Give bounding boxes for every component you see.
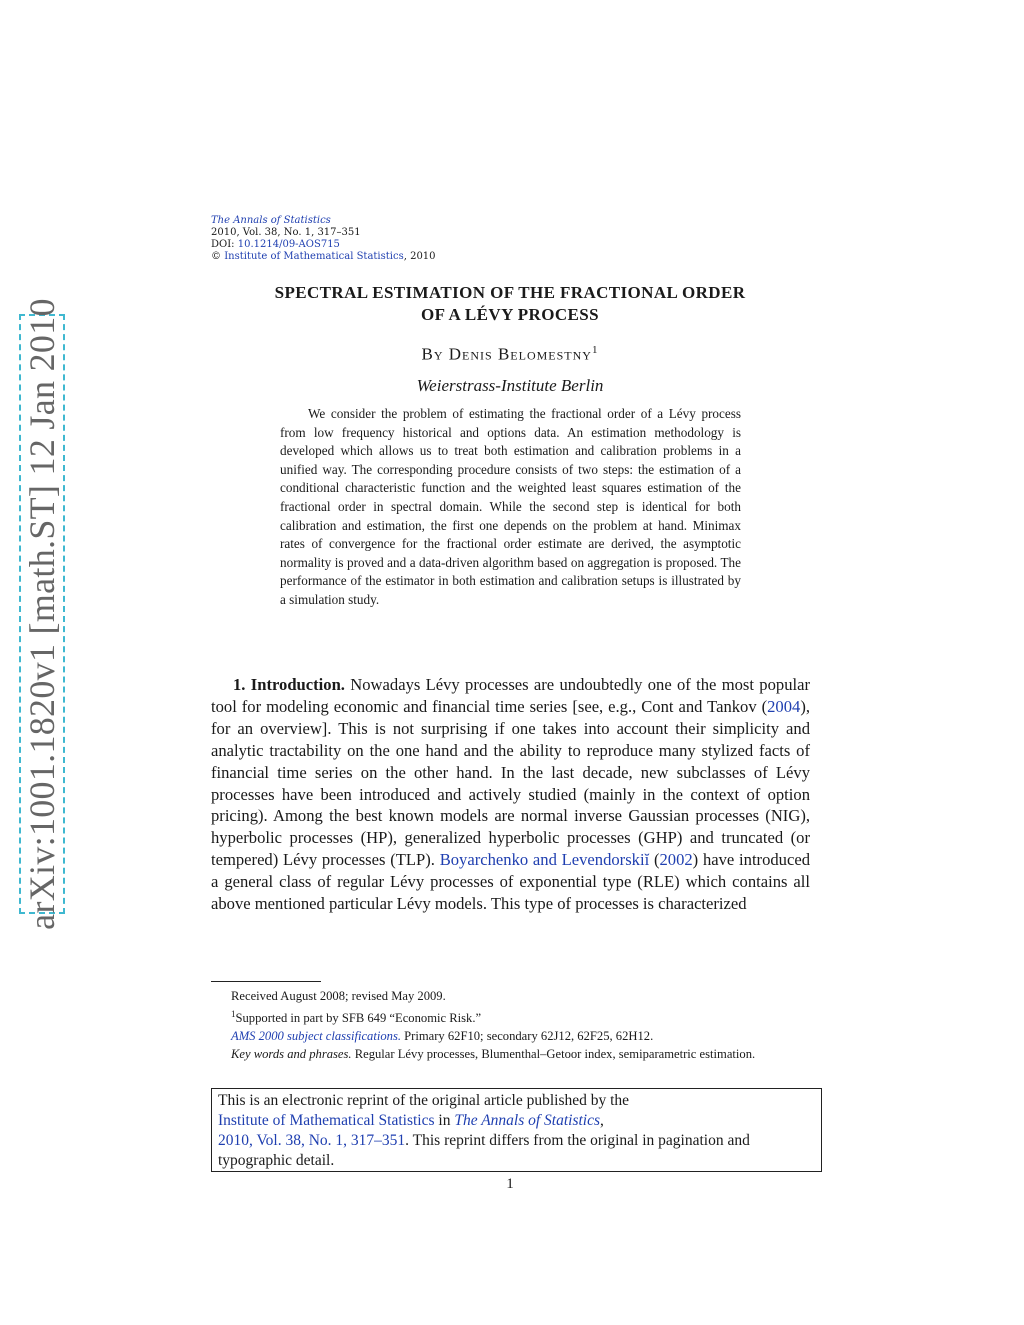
reprint-notice-box [211, 1088, 822, 1172]
support-footnote-mark: 1 [231, 1009, 236, 1019]
abstract-text: We consider the problem of estimating the fractional order of a Lévy process from low frequency historical and options data. An estimation methodology is developed which allows us to treat both estimation and calibration problems in a unified way. The corresponding procedure consists of two steps: the estimation of a conditional characteristic function and the weighted least squares estimation of the fractional order in spectral domain. While the second step is identical for both calibration and estimation, the first one depends on the problem at hand. Minimax rates of convergence for the fractional order estimate are derived, the asymptotic normality is proved and a data-driven algorithm based on aggregation is proposed. The performance of the estimator in both estimation and calibration setups is illustrated by a simulation study. [280, 406, 741, 607]
citation-link-2002[interactable]: 2002 [659, 850, 693, 870]
title-line-1: SPECTRAL ESTIMATION OF THE FRACTIONAL ORDER [274, 283, 746, 302]
ams-classification-link[interactable]: AMS 2000 subject classifications. [231, 1029, 401, 1044]
journal-name-link[interactable]: The Annals of Statistics [211, 215, 331, 226]
doi-link[interactable]: 10.1214/09-AOS715 [237, 239, 340, 250]
intro-text-a: Nowadays Lévy processes are undoubtedly one of the most popular tool for modeling economic and financial time series [see, e.g., Cont and Tankov ( [211, 675, 810, 716]
paper-title [200, 282, 820, 326]
reprint-comma: , [600, 1112, 604, 1129]
institute-link[interactable]: Institute of Mathematical Statistics [224, 251, 404, 262]
journal-header [211, 215, 436, 263]
citation-link-boyarchenko[interactable]: Boyarchenko and Levendorskiĭ [439, 850, 650, 870]
author-name: By Denis Belomestny [421, 344, 592, 364]
doi-label: DOI: [211, 239, 235, 250]
section-heading: 1. Introduction. [233, 675, 345, 694]
reprint-line-1: This is an electronic reprint of the original article published by the [218, 1092, 630, 1109]
reprint-volume-link[interactable]: 2010, Vol. 38, No. 1, 317–351 [218, 1132, 406, 1149]
support-text: Supported in part by SFB 649 “Economic Risk.” [235, 1011, 482, 1026]
author-line [200, 344, 820, 365]
affiliation: Weierstrass-Institute Berlin [416, 376, 604, 395]
reprint-rest: . This reprint differs from the original in pagination and typographic detail. [218, 1132, 750, 1169]
arxiv-identifier: arXiv:1001.1820v1 [math.ST] 12 Jan 2010 [22, 298, 62, 930]
reprint-journal-link[interactable]: The Annals of Statistics [454, 1112, 601, 1129]
footnote-divider [211, 981, 321, 982]
received-note: Received August 2008; revised May 2009. [231, 989, 446, 1003]
intro-text-c: ( [649, 850, 660, 870]
intro-text-b: ), for an overview]. This is not surprising if one takes into account their simplicity and analytic tractability on the one hand and the ability to reproduce many stylized facts of financial time series on the other hand. In the last decade, new subclasses of Lévy processes have been introduced and actively studied (mainly in the context of option pricing). Among the best known models are normal inverse Gaussian processes (NIG), hyperbolic processes (HP), generalized hyperbolic processes (GHP) and truncated (or tempered) Lévy processes (TLP). [211, 696, 810, 870]
copyright-icon: © [211, 251, 221, 262]
abstract [280, 405, 741, 610]
keywords-label: Key words and phrases. [231, 1047, 352, 1062]
ams-classification [211, 1027, 810, 1045]
support-note [211, 1005, 810, 1027]
reprint-institute-link[interactable]: Institute of Mathematical Statistics [218, 1112, 435, 1129]
author-footnote-mark: 1 [591, 344, 599, 356]
reprint-in: in [434, 1112, 455, 1129]
keywords-note [211, 1045, 810, 1063]
title-line-2: OF A LÉVY PROCESS [421, 305, 599, 324]
arxiv-side-stamp [19, 298, 65, 930]
footnotes [211, 987, 810, 1063]
introduction-section [211, 674, 810, 915]
keywords-text: Regular Lévy processes, Blumenthal–Getoor index, semiparametric estimation. [351, 1047, 756, 1062]
ams-codes: Primary 62F10; secondary 62J12, 62F25, 62H12. [401, 1029, 654, 1044]
intro-text-d: ) have introduced a general class of regular Lévy processes of exponential type (RLE) which contains all above mentioned particular Lévy models. This type of processes is characterized [211, 850, 810, 914]
citation-link-2004[interactable]: 2004 [767, 696, 801, 716]
introduction-paragraph [211, 674, 810, 915]
volume-line: 2010, Vol. 38, No. 1, 317–351 [211, 227, 361, 238]
copyright-year: , 2010 [403, 251, 436, 262]
page-number: 1 [506, 1176, 514, 1192]
